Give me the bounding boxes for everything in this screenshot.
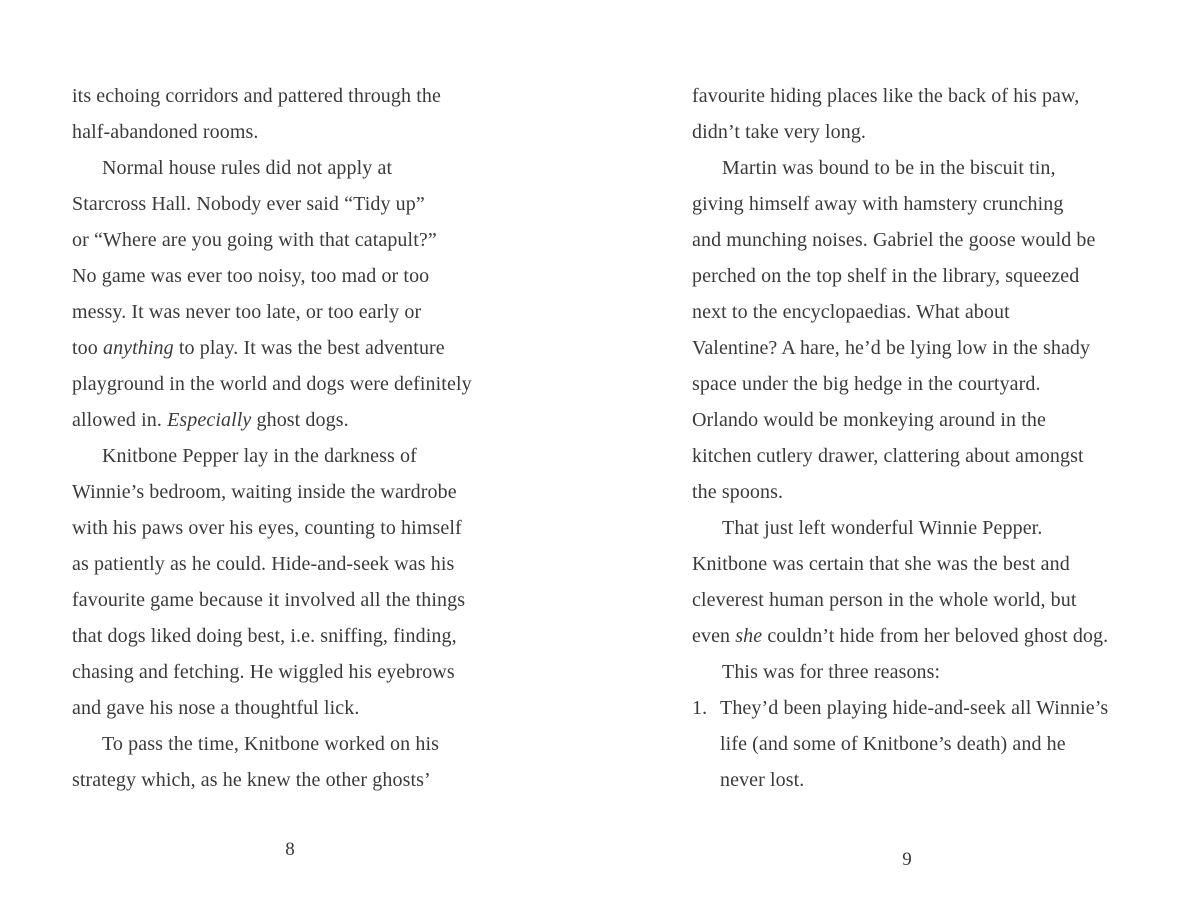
text-line	[692, 330, 1166, 366]
text-segment: Normal house rules did not apply at	[102, 157, 393, 179]
text-segment: They’d been playing hide-and-seek all Winnie’s	[720, 697, 1109, 719]
text-segment: or “Where are you going with that catapult?”	[72, 229, 437, 251]
text-segment: strategy which, as he knew the other ghosts’	[72, 769, 431, 791]
text-line	[72, 150, 552, 186]
text-segment: Orlando would be monkeying around in the	[692, 409, 1046, 431]
page-number-right: 9	[902, 849, 912, 870]
text-line	[692, 618, 1166, 654]
text-line	[72, 78, 552, 114]
text-segment: the spoons.	[692, 481, 784, 503]
text-segment: half-abandoned rooms.	[72, 121, 259, 143]
text-segment: and munching noises. Gabriel the goose would be	[692, 229, 1096, 251]
text-segment: with his paws over his eyes, counting to himself	[72, 517, 462, 539]
text-segment: Knitbone Pepper lay in the darkness of	[102, 445, 417, 467]
text-segment: giving himself away with hamstery crunching	[692, 193, 1064, 215]
text-segment: kitchen cutlery drawer, clattering about amongst	[692, 445, 1084, 467]
text-segment: Martin was bound to be in the biscuit tin,	[722, 157, 1056, 179]
text-line	[72, 294, 552, 330]
page-number-left: 8	[285, 839, 295, 860]
text-segment: that dogs liked doing best, i.e. sniffing, finding,	[72, 625, 457, 647]
list-number: 1.	[692, 697, 708, 719]
text-line	[692, 222, 1166, 258]
text-segment: allowed in.	[72, 409, 168, 431]
text-line	[72, 726, 552, 762]
text-line	[692, 546, 1166, 582]
text-segment: too	[72, 337, 103, 359]
text-line	[72, 762, 552, 798]
text-segment: couldn’t hide from her beloved ghost dog.	[762, 625, 1109, 647]
text-segment: This was for three reasons:	[722, 661, 941, 683]
text-segment: No game was ever too noisy, too mad or too	[72, 265, 430, 287]
italic-text-segment: she	[735, 625, 763, 647]
text-line	[692, 114, 1166, 150]
text-line	[692, 366, 1166, 402]
text-segment: perched on the top shelf in the library, squeezed	[692, 265, 1080, 287]
text-line	[692, 258, 1166, 294]
text-line	[692, 186, 1166, 222]
text-segment: didn’t take very long.	[692, 121, 867, 143]
text-line	[692, 78, 1166, 114]
text-segment: next to the encyclopaedias. What about	[692, 301, 1010, 323]
text-line	[72, 258, 552, 294]
text-line	[72, 186, 552, 222]
text-segment: playground in the world and dogs were definitely	[72, 373, 472, 395]
italic-text-segment: Especially	[167, 409, 252, 431]
page-left-text	[72, 78, 552, 798]
italic-text-segment: anything	[102, 337, 174, 359]
text-segment: Valentine? A hare, he’d be lying low in the shady	[692, 337, 1091, 359]
text-segment: favourite game because it involved all the things	[72, 589, 466, 611]
text-line	[72, 114, 552, 150]
text-line	[72, 690, 552, 726]
text-line	[72, 582, 552, 618]
text-line	[72, 654, 552, 690]
text-line	[692, 690, 1166, 726]
text-segment: space under the big hedge in the courtyard.	[692, 373, 1041, 395]
text-line	[72, 330, 552, 366]
text-segment: as patiently as he could. Hide-and-seek was his	[72, 553, 455, 575]
text-segment: favourite hiding places like the back of his paw,	[692, 85, 1080, 107]
text-segment: Knitbone was certain that she was the best and	[692, 553, 1070, 575]
text-line	[72, 366, 552, 402]
text-segment: its echoing corridors and pattered through the	[72, 85, 441, 107]
text-line	[692, 150, 1166, 186]
text-segment: even	[692, 625, 736, 647]
text-segment: chasing and fetching. He wiggled his eyebrows	[72, 661, 455, 683]
text-line	[692, 762, 1166, 798]
text-line	[692, 474, 1166, 510]
text-line	[692, 402, 1166, 438]
text-segment: ghost dogs.	[251, 409, 349, 431]
text-segment: cleverest human person in the whole world, but	[692, 589, 1077, 611]
text-segment: never lost.	[720, 769, 805, 791]
text-line	[72, 402, 552, 438]
text-segment: That just left wonderful Winnie Pepper.	[722, 517, 1043, 539]
text-segment: messy. It was never too late, or too early or	[72, 301, 422, 323]
text-line	[692, 438, 1166, 474]
page-right-text	[692, 78, 1166, 798]
text-segment: and gave his nose a thoughtful lick.	[72, 697, 360, 719]
text-line	[72, 546, 552, 582]
text-line	[72, 438, 552, 474]
text-segment: life (and some of Knitbone’s death) and he	[720, 733, 1066, 755]
text-line	[692, 510, 1166, 546]
text-line	[72, 618, 552, 654]
text-segment: To pass the time, Knitbone worked on his	[102, 733, 439, 755]
text-line	[692, 654, 1166, 690]
text-segment: Starcross Hall. Nobody ever said “Tidy up”	[72, 193, 425, 215]
text-line	[692, 582, 1166, 618]
text-line	[692, 726, 1166, 762]
text-line	[72, 510, 552, 546]
text-line	[72, 474, 552, 510]
text-segment: Winnie’s bedroom, waiting inside the wardrobe	[72, 481, 457, 503]
text-line	[72, 222, 552, 258]
text-segment: to play. It was the best adventure	[173, 337, 445, 359]
text-line	[692, 294, 1166, 330]
